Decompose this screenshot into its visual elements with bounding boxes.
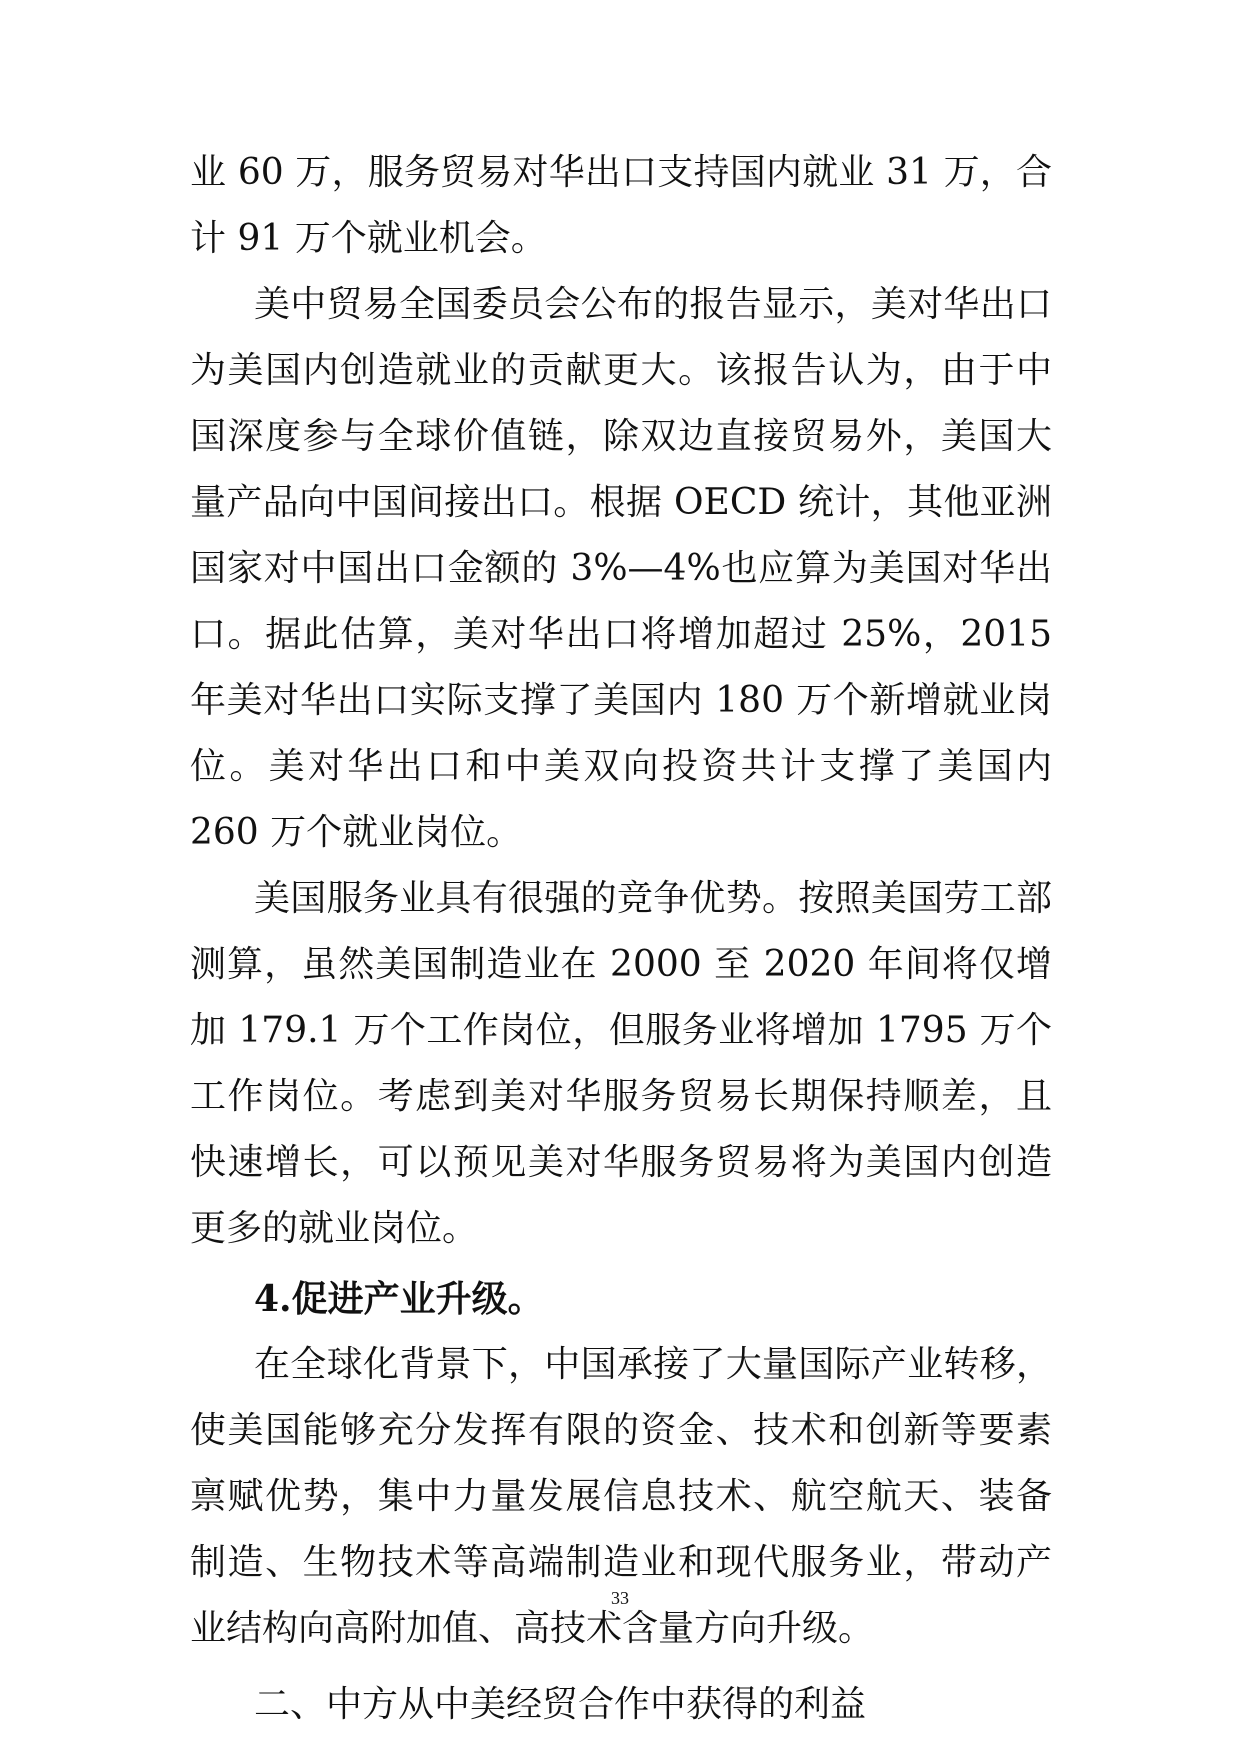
section-heading-china-benefits: 二、中方从中美经贸合作中获得的利益 (254, 1684, 867, 1725)
page-number: 33 (611, 1588, 629, 1608)
body-text (190, 140, 1052, 1738)
paragraph-globalization-upgrade: 在全球化背景下，中国承接了大量国际产业转移，使美国能够充分发挥有限的资金、技术和创新等要素禀赋优势，集中力量发展信息技术、航空航天、装备制造、生物技术等高端制造业和现代服务业，带动产业结构向高附加值、高技术含量方向升级。 (190, 1344, 1052, 1649)
paragraph-export-jobs-report: 美中贸易全国委员会公布的报告显示，美对华出口为美国内创造就业的贡献更大。该报告认为，由于中国深度参与全球价值链，除双边直接贸易外，美国大量产品向中国间接出口。根据 OECD 统计，其他亚洲国家对中国出口金额的 3%—4%也应算为美国对华出口。据此估算，美对华出口将增加超过 25%，2015 年美对华出口实际支撑了美国内 180 万个新增就业岗位。美对华出口和中美双向投资共计支撑了美国内 260 万个就业岗位。 (190, 284, 1052, 853)
subheading-industrial-upgrade: 4.促进产业升级。 (254, 1278, 544, 1320)
paragraph-services-advantage: 美国服务业具有很强的竞争优势。按照美国劳工部测算，虽然美国制造业在 2000 至 2020 年间将仅增加 179.1 万个工作岗位，但服务业将增加 1795 万个工作岗位。考虑到美对华服务贸易长期保持顺差，且快速增长，可以预见美对华服务贸易将为美国内创造更多的就业岗位。 (190, 878, 1052, 1249)
paragraph-continuation: 业 60 万，服务贸易对华出口支持国内就业 31 万，合计 91 万个就业机会。 (190, 152, 1052, 259)
